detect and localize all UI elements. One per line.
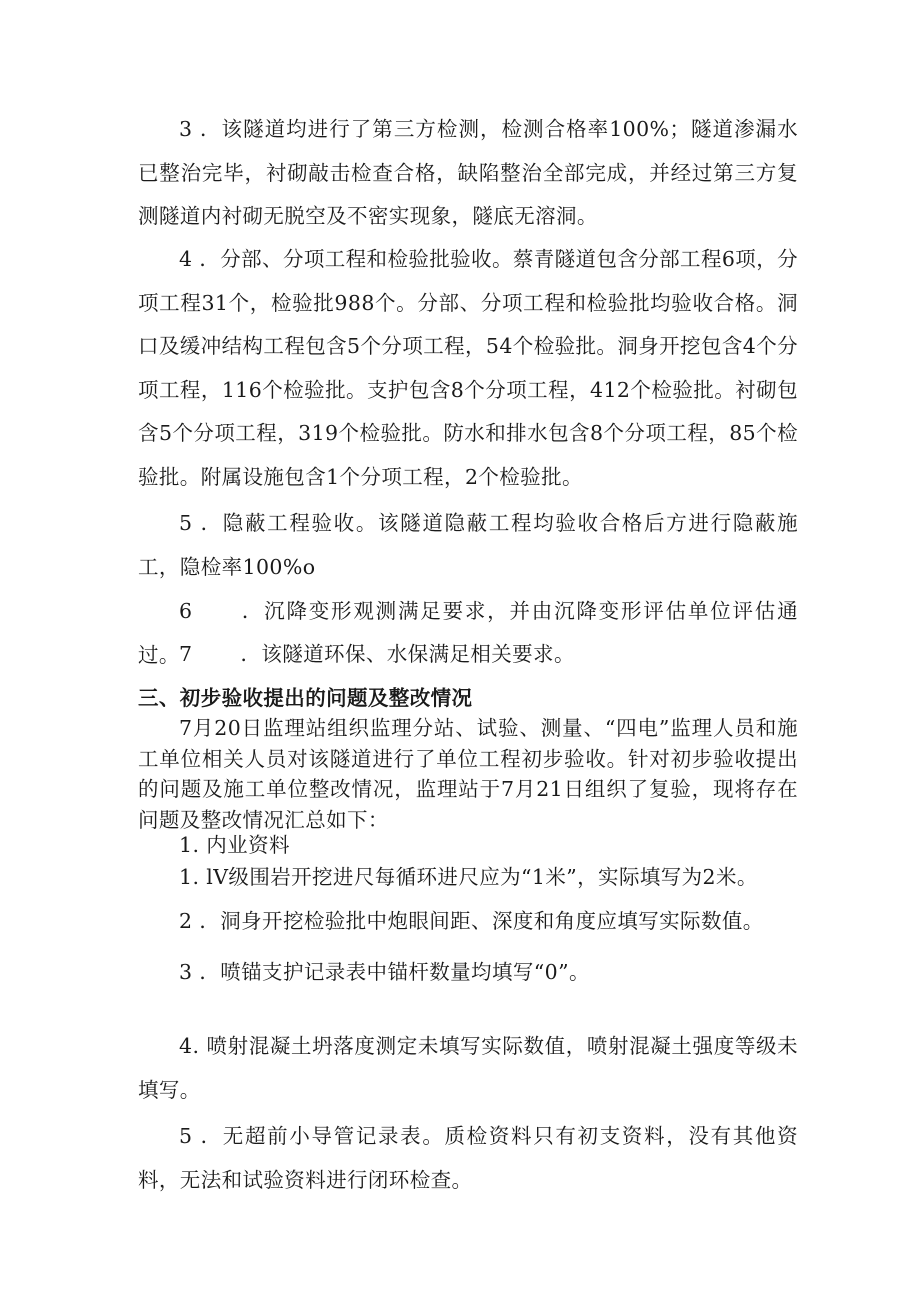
issue-item-2: 2 ．洞身开挖检验批中炮眼间距、深度和角度应填写实际数值。 bbox=[179, 909, 764, 933]
issue-item-1: 1. lV级围岩开挖进尺每循环进尺应为“1米”，实际填写为2米。 bbox=[179, 865, 758, 889]
item-6-text: ．沉降变形观测满足要求，并由沉降变形评估单位评估通过。 bbox=[138, 599, 798, 667]
paragraph-item-7 bbox=[138, 633, 798, 677]
issue-item-4: 4. 喷射混凝土坍落度测定未填写实际数值，喷射混凝土强度等级未填写。 bbox=[138, 1034, 798, 1102]
issue-item-5: 5 ．无超前小导管记录表。质检资料只有初支资料，没有其他资料，无法和试验资料进行闭环检查。 bbox=[138, 1124, 798, 1192]
item-7-text: ．该隧道环保、水保满足相关要求。 bbox=[240, 642, 575, 666]
section-intro-paragraph: 7月20日监理站组织监理分站、试验、测量、“四电”监理人员和施工单位相关人员对该隧道进行了单位工程初步验收。针对初步验收提出的问题及施工单位整改情况，监理站于7月21日组织了复验，现将存在问题及整改情况汇总如下： bbox=[138, 716, 798, 832]
section-heading: 三、初步验收提出的问题及整改情况 bbox=[138, 686, 473, 710]
item-7-number: 7 bbox=[179, 642, 193, 666]
item-6-number: 6 bbox=[179, 599, 193, 623]
paragraph-item-4: 4 ．分部、分项工程和检验批验收。蔡青隧道包含分部工程6项，分项工程31个，检验批988个。分部、分项工程和检验批均验收合格。洞口及缓冲结构工程包含5个分项工程，54个检验批。洞身开挖包含4个分项工程，116个检验批。支护包含8个分项工程，412个检验批。衬砌包含5个分项工程，319个检验批。防水和排水包含8个分项工程，85个检验批。附属设施包含1个分项工程，2个检验批。 bbox=[138, 247, 798, 489]
paragraph-item-5: 5 ．隐蔽工程验收。该隧道隐蔽工程均验收合格后方进行隐蔽施工，隐检率100%o bbox=[138, 511, 798, 579]
paragraph-item-3: 3 ．该隧道均进行了第三方检测，检测合格率100%；隧道渗漏水已整治完毕，衬砌敲击检查合格，缺陷整治全部完成，并经过第三方复测隧道内衬砌无脱空及不密实现象，隧底无溶洞。 bbox=[138, 117, 798, 228]
issue-item-3: 3 ．喷锚支护记录表中锚杆数量均填写“0”。 bbox=[179, 960, 590, 984]
subheading-internal-data: 1. 内业资料 bbox=[179, 833, 290, 857]
